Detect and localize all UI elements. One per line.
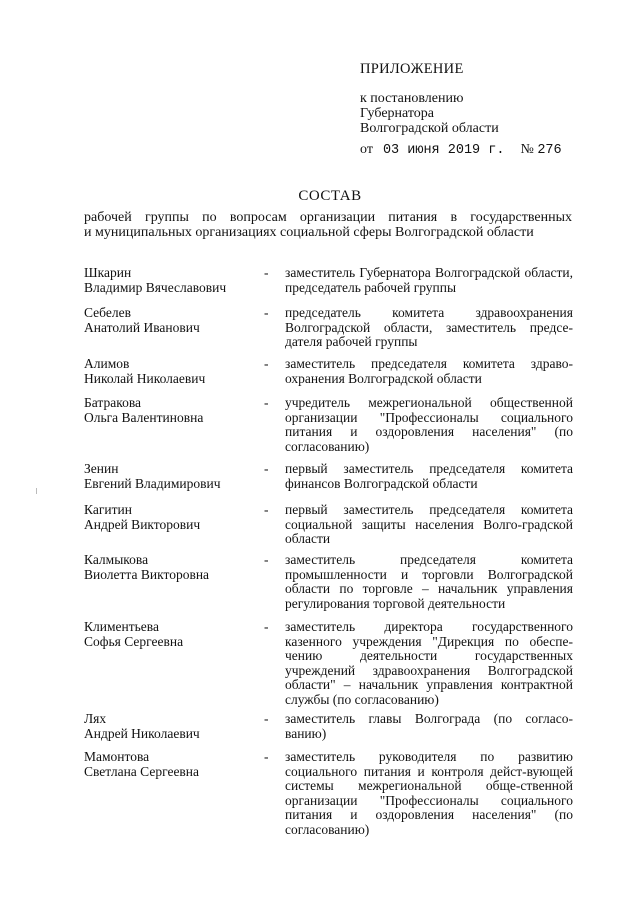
member-name <box>84 306 254 335</box>
member-name <box>84 357 254 386</box>
member-dash: - <box>264 356 269 371</box>
member-dash: - <box>264 749 269 764</box>
decree-date: 03 июня 2019 г. <box>382 143 505 158</box>
member-name <box>84 503 254 532</box>
member-given-names: Ольга Валентиновна <box>84 409 204 425</box>
member-name <box>84 553 254 582</box>
document-subtitle <box>84 210 572 240</box>
date-prefix: от <box>360 142 373 157</box>
appendix-line-1: к постановлению <box>360 91 464 106</box>
member-dash: - <box>264 552 269 567</box>
member-dash: - <box>264 619 269 634</box>
member-role: заместитель председателя комитета здраво-охранения Волгоградской области <box>285 356 573 386</box>
number-sign: № <box>520 142 534 157</box>
member-given-names: Анатолий Иванович <box>84 319 200 335</box>
subtitle-line-2: и муниципальных организациях социальной сферы Волгоградской области <box>84 225 534 240</box>
member-surname: Лях <box>84 711 107 726</box>
member-role: заместитель главы Волгограда (по согласо-ванию) <box>285 711 573 741</box>
member-role: первый заместитель председателя комитета финансов Волгоградской области <box>285 461 573 491</box>
subtitle-line-1: рабочей группы по вопросам организации питания в государственных <box>84 210 572 225</box>
appendix-line-3: Волгоградской области <box>360 121 499 136</box>
member-surname: Мамонтова <box>84 749 150 764</box>
member-dash: - <box>264 502 269 517</box>
member-dash: - <box>264 265 269 280</box>
member-given-names: Софья Сергеевна <box>84 633 184 649</box>
member-given-names: Андрей Николаевич <box>84 725 200 741</box>
appendix-title: ПРИЛОЖЕНИЕ <box>360 61 464 77</box>
member-role: заместитель председателя комитета промышленности и торговли Волгоградской области по торговле – начальник управления регулирования торговой деятельности <box>285 552 573 611</box>
member-surname: Шкарин <box>84 265 132 280</box>
member-surname: Алимов <box>84 356 130 371</box>
decree-date-line <box>360 142 562 158</box>
member-given-names: Николай Николаевич <box>84 370 206 386</box>
member-name <box>84 462 254 491</box>
scan-margin-mark <box>36 488 37 494</box>
member-surname: Климентьева <box>84 619 159 634</box>
appendix-line-2: Губернатора <box>360 106 435 121</box>
member-surname: Кагитин <box>84 502 132 517</box>
member-role: первый заместитель председателя комитета социальной защиты населения Волго-градской области <box>285 502 573 546</box>
member-role: заместитель Губернатора Волгоградской области, председатель рабочей группы <box>285 265 573 295</box>
member-surname: Себелев <box>84 305 131 320</box>
member-name <box>84 750 254 779</box>
appendix-header <box>360 62 610 136</box>
member-role: председатель комитета здравоохранения Волгоградской области, заместитель предсе-дателя рабочей группы <box>285 305 573 349</box>
member-given-names: Владимир Вячеславович <box>84 279 227 295</box>
document-title: СОСТАВ <box>298 188 362 204</box>
member-dash: - <box>264 711 269 726</box>
member-name <box>84 620 254 649</box>
member-name <box>84 266 254 295</box>
member-given-names: Виолетта Викторовна <box>84 566 210 582</box>
member-surname: Зенин <box>84 461 119 476</box>
member-role: учредитель межрегиональной общественной организации "Профессионалы социального питания и оздоровления населения" (по согласованию) <box>285 395 573 454</box>
member-dash: - <box>264 305 269 320</box>
member-surname: Калмыкова <box>84 552 149 567</box>
member-given-names: Светлана Сергеевна <box>84 763 200 779</box>
member-surname: Батракова <box>84 395 142 410</box>
member-dash: - <box>264 461 269 476</box>
member-given-names: Евгений Владимирович <box>84 475 221 491</box>
member-name <box>84 396 254 425</box>
member-role: заместитель директора государственного казенного учреждения "Дирекция по обеспе-чению деятельности государственных учреждений здравоохранения Волгоградской области" – начальник управления контрактной службы (по согласованию) <box>285 619 573 707</box>
decree-number: 276 <box>537 143 562 158</box>
member-name <box>84 712 254 741</box>
member-dash: - <box>264 395 269 410</box>
member-role: заместитель руководителя по развитию социального питания и контроля дейст-вующей системы межрегиональной обще-ственной организации "Профессионалы социального питания и оздоровления населения" (по согласованию) <box>285 749 573 837</box>
member-given-names: Андрей Викторович <box>84 516 201 532</box>
